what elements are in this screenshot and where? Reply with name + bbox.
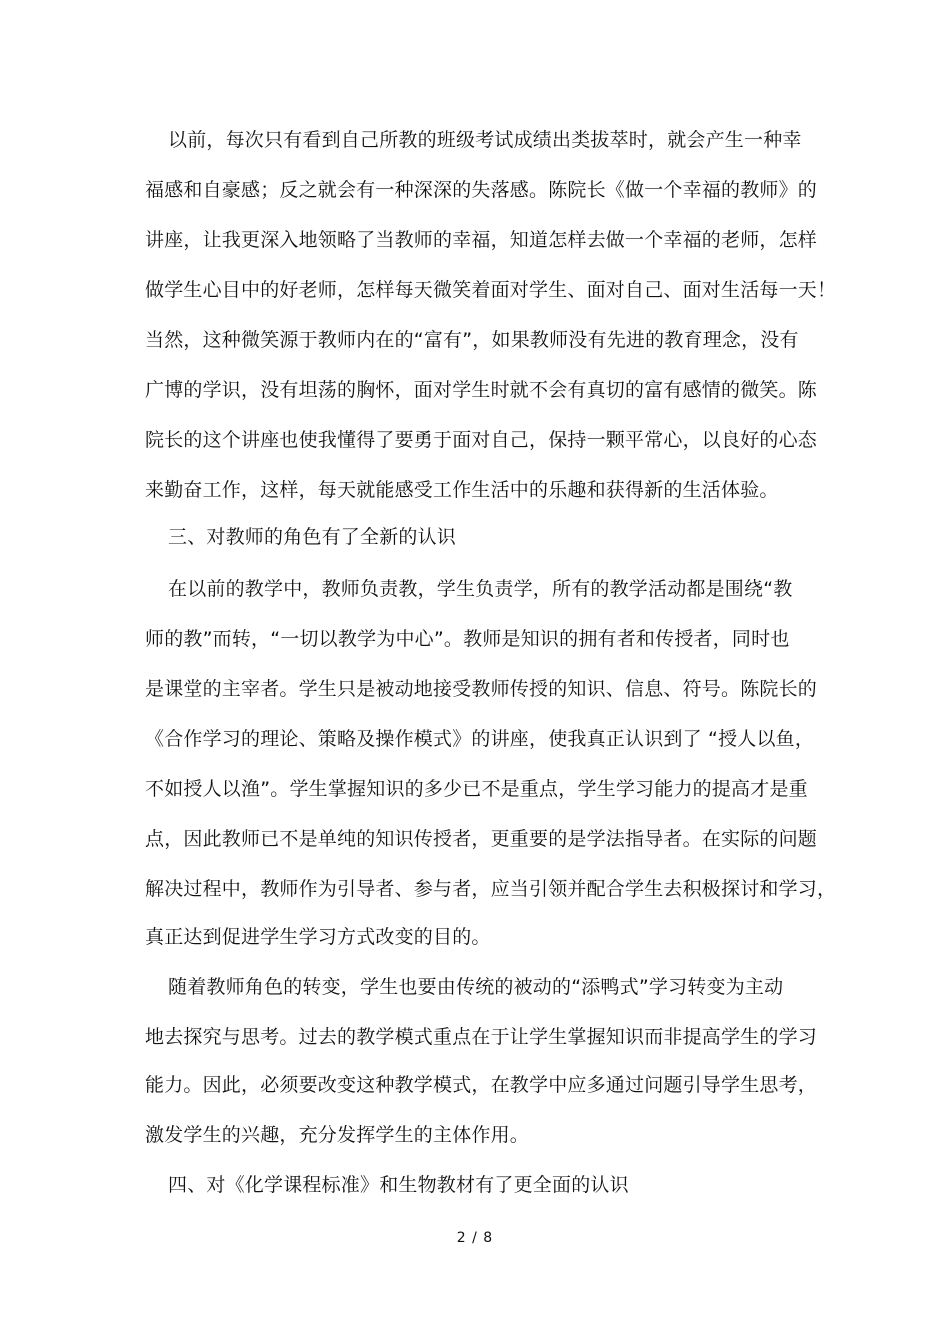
text-line: 不如授人以渔”。学生掌握知识的多少已不是重点，学生学习能力的提高才是重: [145, 778, 808, 800]
text-line: 讲座，让我更深入地领略了当教师的幸福，知道怎样去做一个幸福的老师，怎样: [145, 229, 818, 251]
page-number: 2 / 8: [456, 1230, 494, 1246]
text-line: 师的教”而转，“一切以教学为中心”。教师是知识的拥有者和传授者，同时也: [145, 628, 790, 650]
text-line: 随着教师角色的转变，学生也要由传统的被动的“添鸭式”学习转变为主动: [168, 976, 784, 998]
text-line: 《合作学习的理论、策略及操作模式》的讲座，使我真正认识到了 “授人以鱼，: [145, 728, 815, 750]
text-line: 地去探究与思考。过去的教学模式重点在于让学生掌握知识而非提高学生的学习: [145, 1026, 818, 1048]
text-line: 做学生心目中的好老师，怎样每天微笑着面对学生、面对自己、面对生活每一天！: [145, 279, 837, 301]
text-line: 是课堂的主宰者。学生只是被动地接受教师传授的知识、信息、符号。陈院长的: [145, 678, 818, 700]
text-line: 解决过程中，教师作为引导者、参与者，应当引领并配合学生去积极探讨和学习，: [145, 878, 837, 900]
text-line: 点，因此教师已不是单纯的知识传授者，更重要的是学法指导者。在实际的问题: [145, 828, 818, 850]
text-line: 来勤奋工作，这样，每天就能感受工作生活中的乐趣和获得新的生活体验。: [145, 479, 779, 501]
section-heading: 三、对教师的角色有了全新的认识: [168, 526, 457, 548]
text-line: 能力。因此，必须要改变这种教学模式，在教学中应多通过问题引导学生思考，: [145, 1074, 818, 1096]
text-line: 在以前的教学中，教师负责教，学生负责学，所有的教学活动都是围绕“教: [168, 578, 793, 600]
text-line: 以前，每次只有看到自己所教的班级考试成绩出类拔萃时，就会产生一种幸: [168, 129, 802, 151]
text-line: 真正达到促进学生学习方式改变的目的。: [145, 926, 491, 948]
text-line: 院长的这个讲座也使我懂得了要勇于面对自己，保持一颗平常心，以良好的心态: [145, 429, 818, 451]
text-line: 广博的学识，没有坦荡的胸怀，面对学生时就不会有真切的富有感情的微笑。陈: [145, 379, 818, 401]
text-line: 当然，这种微笑源于教师内在的“富有”，如果教师没有先进的教育理念，没有: [145, 329, 799, 351]
text-line: 福感和自豪感；反之就会有一种深深的失落感。陈院长《做一个幸福的教师》的: [145, 179, 818, 201]
text-line: 激发学生的兴趣，充分发挥学生的主体作用。: [145, 1124, 530, 1146]
section-heading: 四、对《化学课程标准》和生物教材有了更全面的认识: [168, 1174, 629, 1196]
